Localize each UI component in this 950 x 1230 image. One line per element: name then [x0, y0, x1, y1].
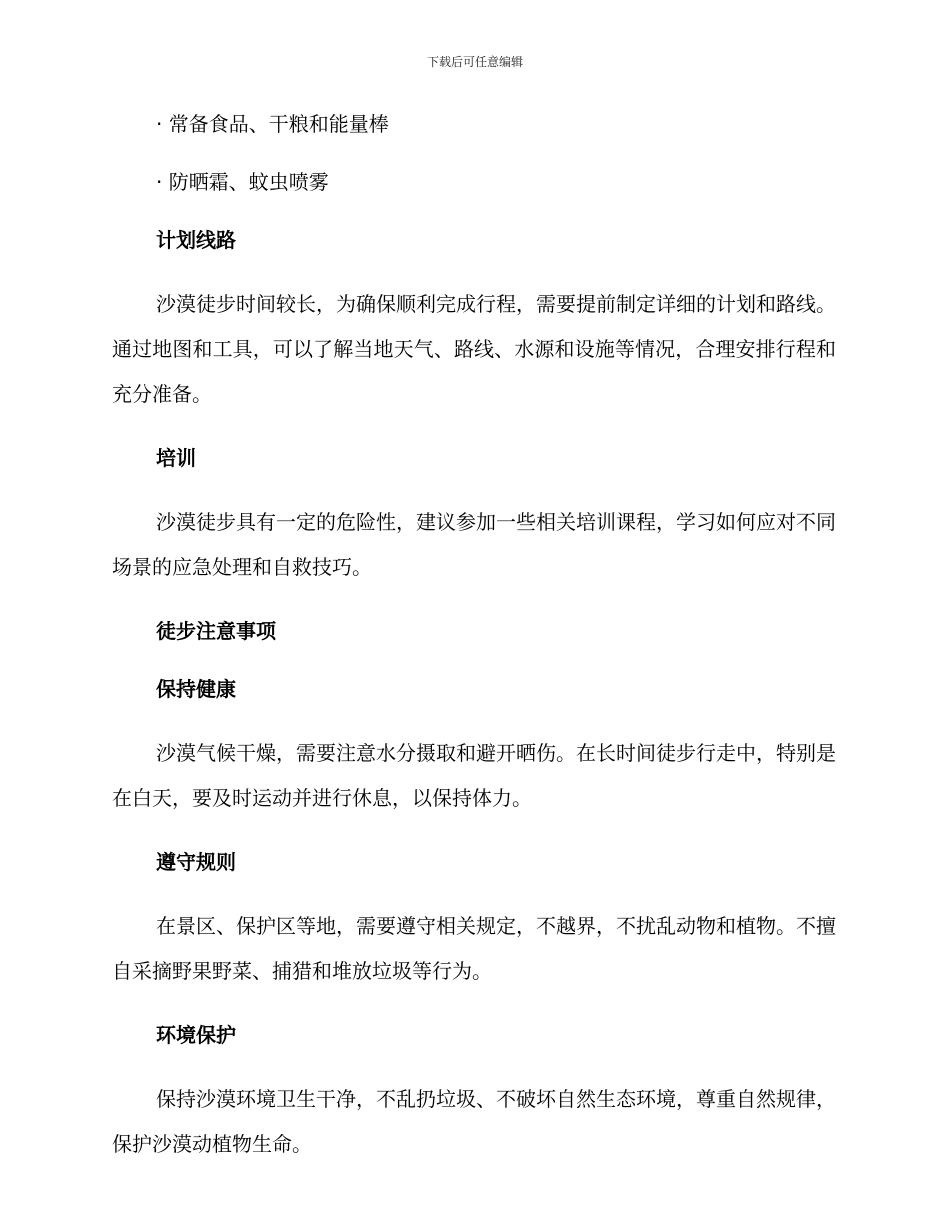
heading-environment: 环境保护 [156, 1023, 236, 1047]
page-header-note: 下载后可任意编辑 [426, 55, 523, 69]
bullet-item-sunscreen: · 防晒霜、蚊虫喷雾 [156, 170, 329, 194]
paragraph-health: 沙漠气候干燥，需要注意水分摄取和避开晒伤。在长时间徒步行走中，特别是在白天，要及时运动并进行休息，以保持体力。 [112, 741, 836, 810]
paragraph-plan-route: 沙漠徒步时间较长，为确保顺利完成行程，需要提前制定详细的计划和路线。通过地图和工具，可以了解当地天气、路线、水源和设施等情况，合理安排行程和充分准备。 [112, 292, 836, 406]
heading-health: 保持健康 [156, 677, 236, 701]
paragraph-rules: 在景区、保护区等地，需要遵守相关规定，不越界，不扰乱动物和植物。不擅自采摘野果野菜、捕猎和堆放垃圾等行为。 [112, 914, 836, 983]
paragraph-environment: 保持沙漠环境卫生干净，不乱扔垃圾、不破坏自然生态环境，尊重自然规律，保护沙漠动植物生命。 [112, 1087, 836, 1156]
document-body [112, 108, 836, 1192]
heading-rules: 遵守规则 [156, 850, 236, 874]
heading-training: 培训 [156, 446, 196, 470]
heading-hiking-notes: 徒步注意事项 [156, 619, 276, 643]
bullet-item-food: · 常备食品、干粮和能量棒 [156, 112, 389, 136]
heading-plan-route: 计划线路 [156, 228, 236, 252]
paragraph-training: 沙漠徒步具有一定的危险性，建议参加一些相关培训课程，学习如何应对不同场景的应急处理和自救技巧。 [112, 510, 836, 579]
